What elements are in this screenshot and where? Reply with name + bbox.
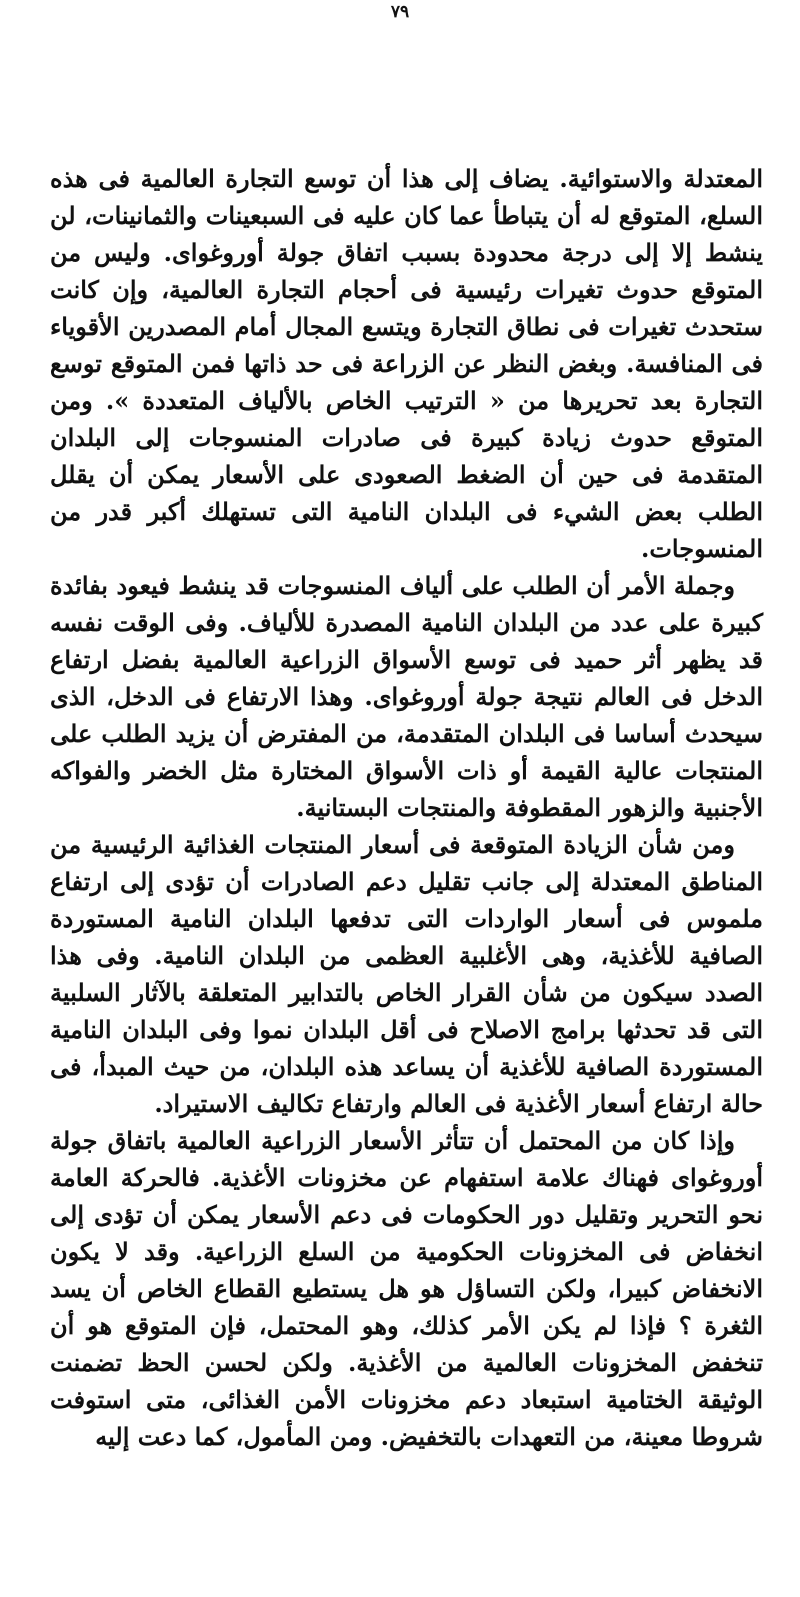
paragraph-1: المعتدلة والاستوائية. يضاف إلى هذا أن توسع التجارة العالمية فى هذه السلع، المتوقع له أن يتباطأ عما كان عليه فى السبعينات والثمانينات، لن ينشط إلا إلى درجة محدودة بسبب اتفاق جولة أوروغواى. وليس من المتوقع حدوث تغيرات رئيسية فى أحجام التجارة العالمية، وإن كانت ستحدث تغيرات فى نطاق التجارة ويتسع المجال أمام المصدرين الأقوياء فى المنافسة. وبغض النظر عن الزراعة فى حد ذاتها فمن المتوقع توسع التجارة بعد تحريرها من « الترتيب الخاص بالألياف المتعددة ». ومن المتوقع حدوث زيادة كبيرة فى صادرات المنسوجات إلى البلدان المتقدمة فى حين أن الضغط الصعودى على الأسعار يمكن أن يقلل الطلب بعض الشيء فى البلدان النامية التى تستهلك أكبر قدر من المنسوجات. bbox=[50, 164, 764, 563]
body-text bbox=[50, 160, 763, 1455]
paragraph-3: ومن شأن الزيادة المتوقعة فى أسعار المنتجات الغذائية الرئيسية من المناطق المعتدلة إلى جانب تقليل دعم الصادرات أن تؤدى إلى ارتفاع ملموس فى أسعار الواردات التى تدفعها البلدان النامية المستوردة الصافية للأغذية، وهى الأغلبية العظمى من البلدان النامية. وفى هذا الصدد سيكون من شأن القرار الخاص بالتدابير المتعلقة بالآثار السلبية التى قد تحدثها برامج الاصلاح فى أقل البلدان نموا وفى البلدان النامية المستوردة الصافية للأغذية أن يساعد هذه البلدان، من حيث المبدأ، فى حالة ارتفاع أسعار الأغذية فى العالم وارتفاع تكاليف الاستيراد. bbox=[50, 830, 763, 1118]
paragraph-4: وإذا كان من المحتمل أن تتأثر الأسعار الزراعية العالمية باتفاق جولة أوروغواى فهناك علامة استفهام عن مخزونات الأغذية. فالحركة العامة نحو التحرير وتقليل دور الحكومات فى دعم الأسعار يمكن أن تؤدى إلى انخفاض فى المخزونات الحكومية من السلع الزراعية. وقد لا يكون الانخفاض كبيرا، ولكن التساؤل هو هل يستطيع القطاع الخاص أن يسد الثغرة ؟ فإذا لم يكن الأمر كذلك، وهو المحتمل، فإن المتوقع هو أن تنخفض المخزونات العالمية من الأغذية. ولكن لحسن الحظ تضمنت الوثيقة الختامية استبعاد دعم مخزونات الأمن الغذائى، متى استوفت شروطا معينة، من التعهدات بالتخفيض. ومن المأمول، كما دعت إليه bbox=[50, 1126, 763, 1451]
paragraph-2: وجملة الأمر أن الطلب على ألياف المنسوجات قد ينشط فيعود بفائدة كبيرة على عدد من البلدان النامية المصدرة للألياف. وفى الوقت نفسه قد يظهر أثر حميد فى توسع الأسواق الزراعية العالمية بفضل ارتفاع الدخل فى العالم نتيجة جولة أوروغواى. وهذا الارتفاع فى الدخل، الذى سيحدث أساسا فى البلدان المتقدمة، من المفترض أن يزيد الطلب على المنتجات عالية القيمة أو ذات الأسواق المختارة مثل الخضر والفواكه الأجنبية والزهور المقطوفة والمنتجات البستانية. bbox=[50, 571, 763, 822]
page-number: ٧٩ bbox=[390, 2, 410, 22]
